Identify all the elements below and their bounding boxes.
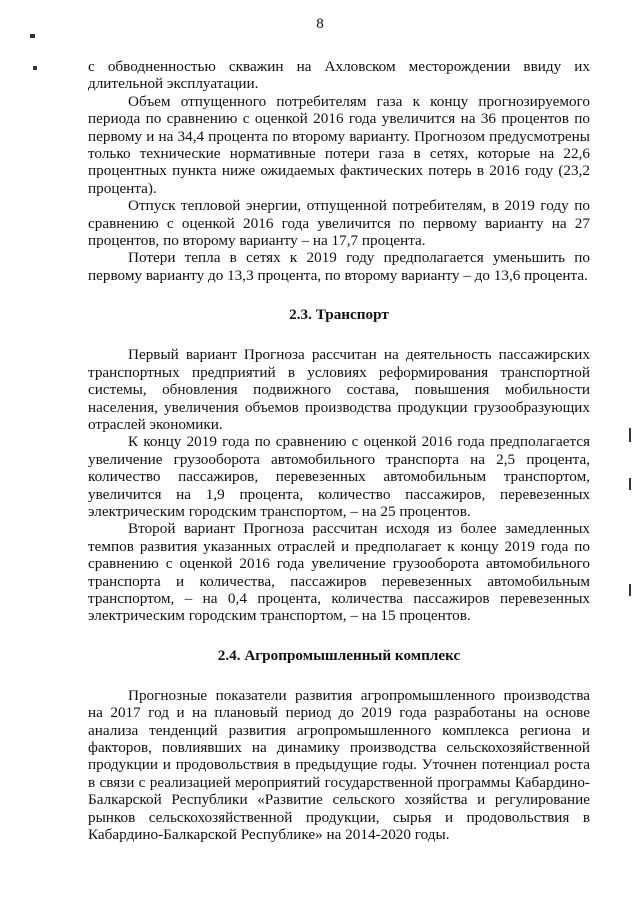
paragraph-transport-first-variant: Первый вариант Прогноза рассчитан на деятельность пассажирских транспортных предприятий в условиях реформирования транспортной системы, обновления подвижного состава, повышения мобильности населения, увеличения объемов производства продукции грузообразующих отраслей экономики.: [88, 346, 590, 433]
paragraph-transport-second-variant: Второй вариант Прогноза рассчитан исходя из более замедленных темпов развития указанных отраслей и предполагает к концу 2019 года по сравнению с оценкой 2016 года увеличение грузооборота автомобильного транспорта и количества, пассажиров перевезенных автомобильным транспортом, – на 0,4 процента, количества пассажиров перевезенных электрическим городским транспортом, – на 15 процентов.: [88, 520, 590, 625]
paragraph-heat-losses: Потери тепла в сетях к 2019 году предполагается уменьшить по первому варианту до 13,3 процента, по второму варианту – до 13,6 процента.: [88, 249, 590, 284]
paragraph-gas-supply: Объем отпущенного потребителям газа к концу прогнозируемого периода по сравнению с оценкой 2016 года увеличится на 36 процентов по первому и на 34,4 процента по второму варианту. Прогнозом предусмотрены только технические нормативные потери газа в сетях, которые на 22,6 процентных пункта ниже ожидаемых фактических потерь в 2016 году (23,2 процента).: [88, 92, 590, 197]
paragraph-gas-wells: с обводненностью скважин на Ахловском месторождении ввиду их длительной эксплуатации.: [88, 58, 590, 93]
scan-mark: [629, 428, 631, 442]
section-heading-transport: 2.3. Транспорт: [289, 306, 389, 324]
scan-mark: [629, 478, 631, 490]
scan-mark: [629, 584, 631, 596]
paragraph-agro-forecast: Прогнозные показатели развития агропромышленного производства на 2017 год и на плановый период до 2019 года разработаны на основе анализа тенденций развития агропромышленного комплекса региона и факторов, повлиявших на динамику производства сельскохозяйственной продукции и продовольствия в предыдущие годы. Уточнен потенциал роста в связи с реализацией мероприятий государственной программы Кабардино-Балкарской Республики «Развитие сельского хозяйства и регулирование рынков сельскохозяйственной продукции, сырья и продовольствия в Кабардино-Балкарской Республике» на 2014-2020 годы.: [88, 686, 590, 844]
scan-mark: [30, 34, 35, 38]
scan-mark: [33, 66, 37, 70]
page-number: 8: [316, 16, 324, 32]
paragraph-transport-2019: К концу 2019 года по сравнению с оценкой 2016 года предполагается увеличение грузооборота автомобильного транспорта на 2,5 процента, количество пассажиров, перевезенных автомобильным транспортом, увеличится на 1,9 процента, количество пассажиров, перевезенных электрическим городским транспортом, – на 25 процентов.: [88, 433, 590, 520]
paragraph-heat-supply: Отпуск тепловой энергии, отпущенной потребителям, в 2019 году по сравнению с оценкой 2016 года увеличится по первому варианту на 27 процентов, по второму варианту – на 17,7 процента.: [88, 197, 590, 250]
document-body: [88, 40, 590, 843]
section-heading-agro: 2.4. Агропромышленный комплекс: [217, 646, 461, 664]
